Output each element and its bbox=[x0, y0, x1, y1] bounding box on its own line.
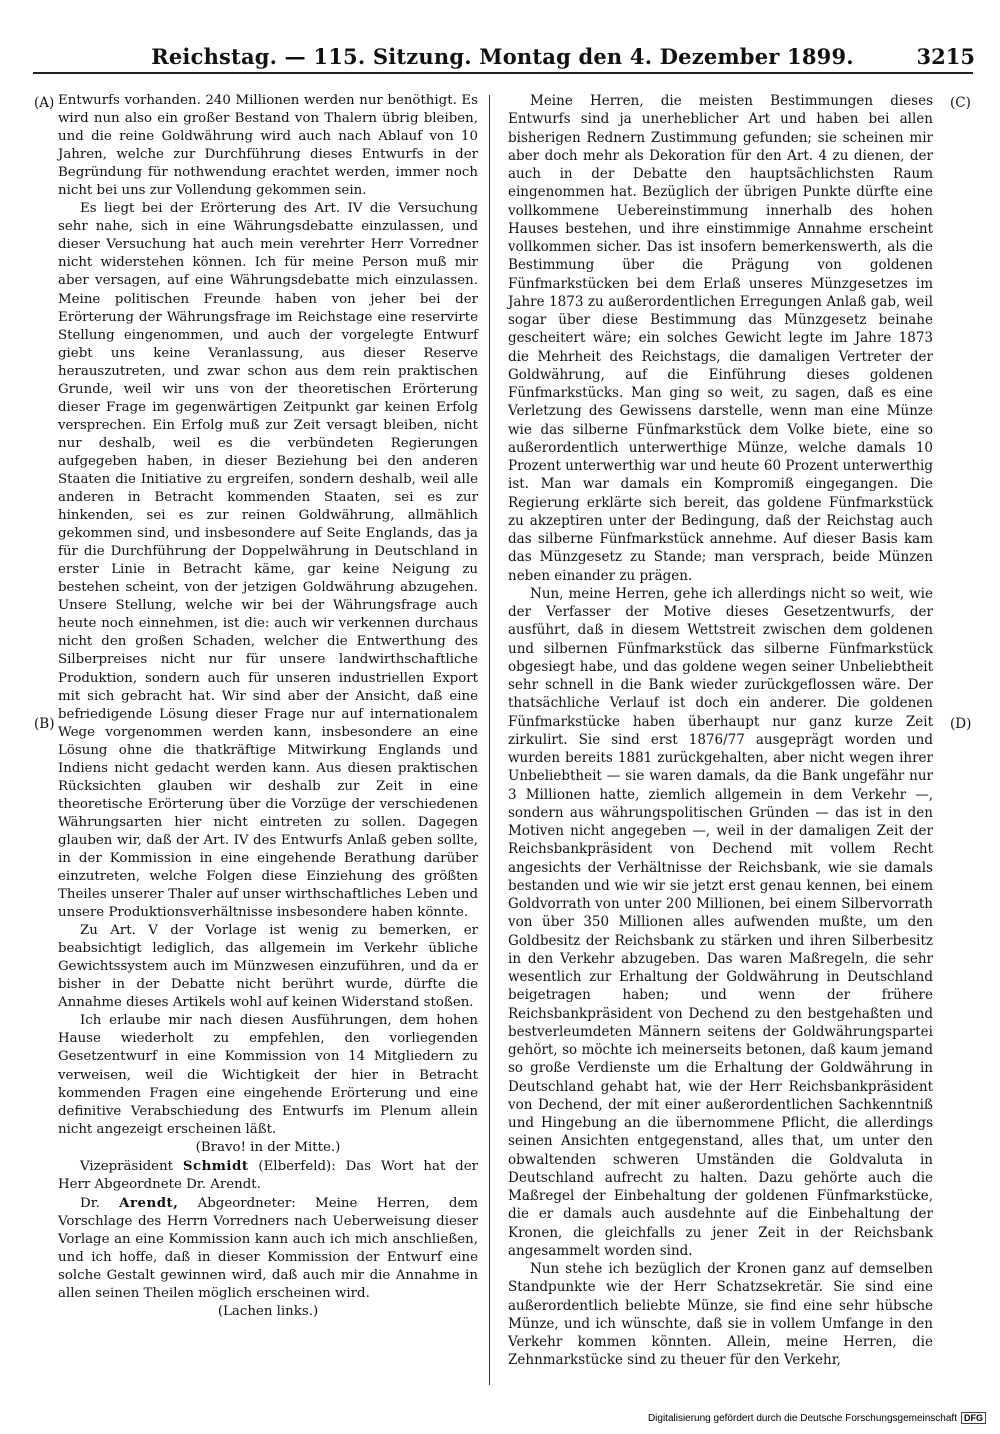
stage-direction: (Bravo! in der Mitte.) bbox=[195, 1139, 341, 1155]
margin-marker-c: (C) bbox=[950, 95, 971, 111]
speaker-text: Abgeordneter: Meine Herren, dem Vorschlage des Herrn Vorredners nach Ueberweisung dieser Vorlage an eine Kommission kann auch ich mich anschließen, und ich hoffe, daß in dieser Kommission der Entwurf eine solche Gestalt gewinnen wird, daß auch mir die Annahme in allen seinen Theilen möglich erscheinen wird. bbox=[58, 1195, 478, 1302]
stage-direction: (Lachen links.) bbox=[217, 1304, 319, 1320]
header-rule bbox=[33, 72, 973, 74]
paragraph: Ich erlaube mir nach diesen Ausführungen, dem hohen Hause wiederholt zu empfehlen, den vorliegenden Gesetzentwurf in eine Kommission von 14 Mitgliedern zu verweisen, weil die Wichtigkeit der hier in Betracht kommenden Fragen eine eingehende Erörterung und eine definitive Verabschiedung des Entwurfs im Plenum allein nicht angezeigt erscheinen läßt. bbox=[58, 1013, 478, 1137]
paragraph: Entwurfs vorhanden. 240 Millionen werden nur benöthigt. Es wird nun also ein großer Bestand von Thalern übrig bleiben, und die reine Goldwährung wird auch nach Ablauf von 10 Jahren, welche zur Durchführung dieses Entwurfs in der Begründung für nothwendung erachtet werden, immer noch nicht bei uns zur Vollendung gekommen sein. bbox=[58, 93, 478, 199]
column-divider bbox=[489, 95, 490, 1385]
speaker-paragraph-vice-president bbox=[58, 1157, 478, 1194]
page-number: 3215 bbox=[916, 44, 975, 69]
footer-text: Digitalisierung gefördert durch die Deutsche Forschungsgemeinschaft bbox=[647, 1412, 957, 1424]
page-header bbox=[30, 42, 975, 72]
dfg-logo-icon: DFG bbox=[961, 1412, 986, 1424]
speaker-name: Schmidt bbox=[182, 1157, 249, 1174]
speaker-name: Arendt, bbox=[119, 1194, 179, 1211]
margin-marker-b: (B) bbox=[34, 716, 55, 732]
paragraph: Nun stehe ich bezüglich der Kronen ganz auf demselben Standpunkte wie der Herr Schatzsekretär. Sie sind eine außerordentlich beliebte Münze, sie find eine sehr hübsche Münze, und ich wünschte, daß sie in vollem Umfange in den Verkehr kommen könnten. Allein, meine Herren, die Zehnmarkstücke sind zu theuer für den Verkehr, bbox=[508, 1261, 933, 1369]
speaker-text: (Elberfeld): Das Wort hat der Herr Abgeordnete Dr. Arendt. bbox=[58, 1158, 478, 1192]
speaker-paragraph-arendt bbox=[58, 1194, 478, 1303]
speaker-role: Vizepräsident bbox=[80, 1158, 173, 1174]
right-column bbox=[508, 92, 933, 1370]
footer-credit bbox=[648, 1412, 986, 1424]
paragraph: Nun, meine Herren, gehe ich allerdings nicht so weit, wie der Verfasser der Motive dieses Gesetzentwurfs, der ausführt, daß in diesem Wettstreit zwischen dem goldenen und silbernen Fünfmarkstück das silberne Fünfmarkstück obgesiegt habe, und das goldene wegen seiner Unbeliebtheit sehr schnell in die Bank wieder zurückgeflossen wäre. Der thatsächliche Verlauf ist doch ein anderer. Die goldenen Fünfmarkstücke haben überhaupt nur ganz kurze Zeit zirkulirt. Sie sind erst 1876/77 ausgeprägt worden und wurden bereits 1881 zurückgehalten, aber nicht wegen ihrer Unbeliebtheit — sie waren damals, da die Bank ungefähr nur 3 Millionen hatte, ziemlich allgemein in dem Verkehr —, sondern aus währungspolitischen Gründen — das ist in den Motiven nicht angegeben —, weil in der damaligen Zeit der Reichsbankpräsident von Dechend mit vollem Recht angesichts der Verhältnisse der Reichsbank, wie sie damals bestanden und wie wir sie jetzt erst genau kennen, bei einem Goldvorrath von unter 200 Millionen, bei einem Silbervorrath von über 350 Millionen alles aufwenden mußte, um den Goldbesitz der Reichsbank zu stärken und ihren Silberbesitz in den Verkehr abzugeben. Das waren Maßregeln, die sehr wesentlich zur Erhaltung der Goldwährung in Deutschland beigetragen haben; und wenn der frühere Reichsbankpräsident von Dechend zu den bestgehaßten und bestverleumdeten Männern seitens der Goldwährungspartei gehört, so möchte ich meinerseits betonen, daß kaum jemand so große Verdienste um die Erhaltung der Goldwährung in Deutschland gehabt hat, wie der Herr Reichsbankpräsident von Dechend, der mit einer außerordentlichen Sachkenntniß und Hingebung an die übernommene Pflicht, die allerdings seinen Ansichten entgegenstand, alles that, um unter den obwaltenden schweren Umständen die Goldvaluta in Deutschland aufrecht zu halten. Dazu gehörte auch die Maßregel der Einbehaltung der goldenen Fünfmarkstücke, die er damals auch ausdehnte auf die Einbehaltung der Kronen, die gleichfalls zu jener Zeit in der Reichsbank angesammelt worden sind. bbox=[508, 585, 933, 1259]
paragraph: Zu Art. V der Vorlage ist wenig zu bemerken, er beabsichtigt lediglich, das allgemein im Verkehr übliche Gewichtssystem auch im Münzwesen einzuführen, und da er bisher in der Debatte nicht berührt wurde, dürfte die Annahme dieses Artikels wohl auf keinen Widerstand stoßen. bbox=[58, 923, 478, 1011]
speaker-title: Dr. bbox=[80, 1195, 100, 1211]
header-title: Reichstag. — 115. Sitzung. Montag den 4. Dezember 1899. bbox=[151, 44, 854, 69]
paragraph: Es liegt bei der Erörterung des Art. IV die Versuchung sehr nahe, sich in eine Währungsdebatte einzulassen, und dieser Versuchung hat auch mein verehrter Herr Vorredner nicht widerstehen können. Ich für meine Person muß mir aber versagen, auf eine Währungsdebatte mich einzulassen. Meine politischen Freunde haben von jeher bei der Erörterung der Währungsfrage im Reichstage eine reservirte Stellung eingenommen, und auch der vorgelegte Entwurf giebt uns keine Veranlassung, aus dieser Reserve herauszutreten, und zwar schon aus dem rein praktischen Grunde, weil wir uns von der theoretischen Erörterung dieser Frage im gegenwärtigen Zeitpunkt gar keinen Erfolg versprechen. Ein Erfolg muß zur Zeit versagt bleiben, nicht nur deshalb, weil es die verbündeten Regierungen aufgegeben haben, in dieser Beziehung bei den anderen Staaten die Initiative zu ergreifen, sondern deshalb, weil alle anderen in Betracht kommenden Staaten, sei es zur hinkenden, sei es zur reinen Goldwährung, allmählich gekommen sind, und insbesondere auf Seite Englands, das ja für die Durchführung der Doppelwährung in Deutschland in erster Linie in Betracht käme, gar keine Neigung zu bestehen scheint, von der jetzigen Goldwährung abzugehen. Unsere Stellung, welche wir bei der Währungsfrage auch heute noch einnehmen, ist die: auch wir verkennen durchaus nicht den großen Schaden, welcher die Entwerthung des Silberpreises nicht nur für unsere landwirthschaftliche Produktion, sondern auch für unseren industriellen Export mit sich gebracht hat. Wir sind aber der Ansicht, daß eine befriedigende Lösung dieser Frage nur auf internationalem Wege vorgenommen werden kann, insbesondere an eine Lösung ohne die thatkräftige Mitwirkung Englands und Indiens nicht gedacht werden kann. Aus diesen praktischen Rücksichten glauben wir deshalb zur Zeit in eine theoretische Erörterung über die Vorzüge der verschiedenen Währungsarten hier nicht eintreten zu sollen. Dagegen glauben wir, daß der Art. IV des Entwurfs Anlaß geben sollte, in der Kommission in eine eingehende Berathung darüber einzutreten, welche Folgen diese Einziehung des größten Theiles unserer Thaler auf unser wirthschaftliches Leben und unsere Produktionsverhältnisse insbesondere haben könnte. bbox=[58, 201, 478, 921]
margin-marker-a: (A) bbox=[34, 95, 55, 111]
margin-marker-d: (D) bbox=[950, 716, 972, 732]
paragraph: Meine Herren, die meisten Bestimmungen dieses Entwurfs sind ja unerheblicher Art und haben bei allen bisherigen Rednern Zustimmung gefunden; sie scheinen mir aber doch mehr als Dekoration für den Art. 4 zu dienen, der auch in der Debatte den hauptsächlichsten Raum eingenommen hat. Bezüglich der übrigen Punkte dürfte eine vollkommene Uebereinstimmung innerhalb des hohen Hauses bestehen, und ihre einstimmige Annahme erscheint vollkommen sicher. Das ist insofern bemerkenswerth, als die Bestimmung über die Prägung von goldenen Fünfmarkstücken bei dem Erlaß unseres Münzgesetzes im Jahre 1873 zu außerordentlichen Erregungen Anlaß gab, weil sogar über diese Bestimmung das Münzgesetz beinahe gescheitert wäre; ein solches Gewicht legte im Jahre 1873 die Mehrheit des Reichstags, die damaligen Vertreter der Goldwährung, auf die Einführung dieses goldenen Fünfmarkstücks. Man ging so weit, zu sagen, daß es eine Verletzung des Gewissens darstelle, wenn man eine Münze wie das silberne Fünfmarkstück dem Volke biete, eine so außerordentlich unterwerthige Münze, welche damals 10 Prozent unterwerthig war und heute 60 Prozent unterwerthig ist. Man war damals ein Kompromiß eingegangen. Die Regierung erklärte sich bereit, das goldene Fünfmarkstück zu akzeptiren unter der Bedingung, daß der Reichstag auch das silberne Fünfmarkstück annehme. Auf dieser Basis kam das Münzgesetz zu Stande; man versprach, beide Münzen neben einander zu prägen. bbox=[508, 93, 933, 584]
left-column bbox=[58, 92, 478, 1321]
